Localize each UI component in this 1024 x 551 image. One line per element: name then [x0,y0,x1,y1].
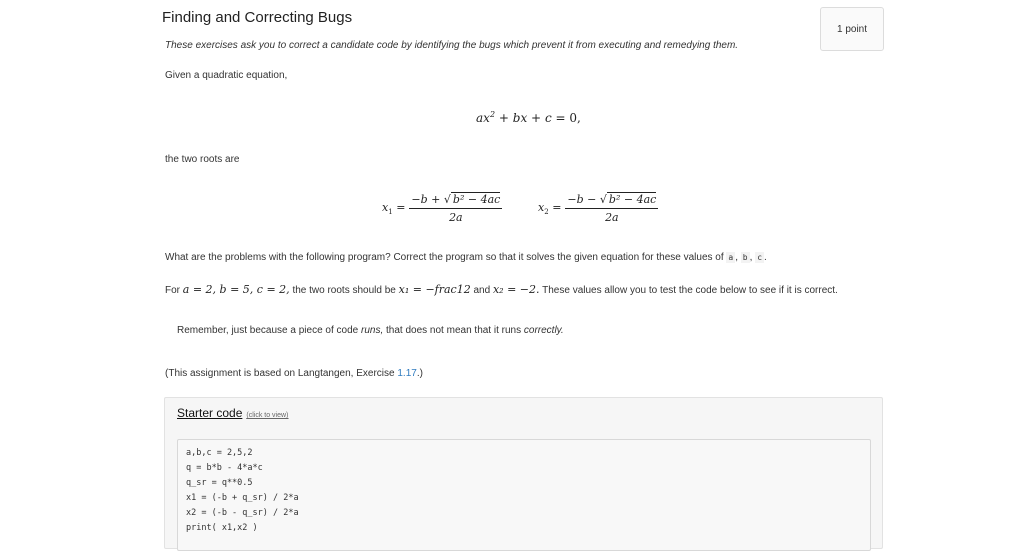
eq-a: a [476,111,484,125]
root2-fraction: $\frac{\text{−b − √ b² − 4ac}}{2a}$ [567,193,657,224]
root1-num-prefix: −b + [411,193,441,206]
eq-plus-2: + [531,111,542,125]
x1-value-math: x₁ = −frac12 [398,283,471,296]
code-line: x1 = (-b + q_sr) / 2*a [186,493,299,503]
root-formula-2 [538,193,658,224]
eq-x: x [483,111,490,125]
eq-equals: = [555,111,566,125]
root2-lhs: x [538,200,545,214]
roots-intro: the two roots are [165,154,240,165]
problems-comma-2: , [749,252,753,263]
eq-plus: + [498,111,509,125]
root-formula-1 [382,193,502,224]
remember-correctly: correctly. [523,325,564,336]
code-line: print( x1,x2 ) [186,523,258,533]
code-line: q = b*b - 4*a*c [186,463,263,473]
code-line: x2 = (-b - q_sr) / 2*a [186,508,299,518]
problems-paragraph [165,252,767,263]
problems-period: . [764,252,767,263]
eq-x-2: x [520,111,528,125]
coefficients-math: a = 2, b = 5, c = 2, [182,283,290,296]
code-block[interactable] [177,439,871,551]
root2-sub: 2 [544,208,549,217]
remember-note [177,325,564,336]
starter-code-toggle[interactable] [177,406,288,420]
root2-num-prefix: −b − [567,193,597,206]
inline-code-a: a [728,253,734,262]
code-line: a,b,c = 2,5,2 [186,448,253,458]
root1-sub: 1 [388,208,393,217]
code-line: q_sr = q**0.5 [186,478,253,488]
eq-zero: 0, [569,111,581,125]
test-hint-text: These values allow you to test the code below to see if it is correct. [542,285,838,296]
remember-part-2: that does not mean that it runs [386,325,522,336]
starter-code-label: Starter code [177,406,243,420]
for-text: For [165,285,180,296]
remember-part-1: Remember, just because a piece of code [177,325,359,336]
root2-radicand: b² − 4ac [608,193,657,206]
exercise-link[interactable]: 1.17 [397,368,417,379]
root2-denominator: 2a [605,211,619,224]
and-text: and [473,285,491,296]
root2-equals: = [552,200,562,214]
eq-b: b [512,111,521,125]
page-subtitle: These exercises ask you to correct a candidate code by identifying the bugs which prevent it from executing and remedying them. [165,40,739,51]
points-label: 1 point [836,23,868,35]
root1-denominator: 2a [449,211,463,224]
source-suffix: .) [416,368,423,379]
given-text: Given a quadratic equation, [165,70,288,81]
eq-exponent: 2 [489,110,496,119]
roots-should-text: the two roots should be [292,285,396,296]
root1-fraction: $\frac{\text{−b + √ b² − 4ac}}{2a}$ [411,193,501,224]
test-values-paragraph [165,283,838,296]
remember-runs: runs, [361,325,384,336]
points-badge [820,7,884,51]
x2-value-math: x₂ = −2. [492,283,540,296]
problems-comma-1: , [735,252,739,263]
problems-text: What are the problems with the following program? Correct the program so that it solves the given equation for these values of [165,252,724,263]
page-title: Finding and Correcting Bugs [162,9,353,26]
eq-c: c [544,111,552,125]
source-prefix: (This assignment is based on Langtangen, Exercise [165,368,395,379]
root1-equals: = [396,200,406,214]
root1-lhs: x [382,200,389,214]
root1-radicand: b² − 4ac [452,193,501,206]
inline-code-c: c [757,253,763,262]
starter-code-hint: (click to view) [246,412,289,419]
quadratic-equation [476,110,581,125]
source-note [165,368,423,379]
inline-code-b: b [742,253,748,262]
